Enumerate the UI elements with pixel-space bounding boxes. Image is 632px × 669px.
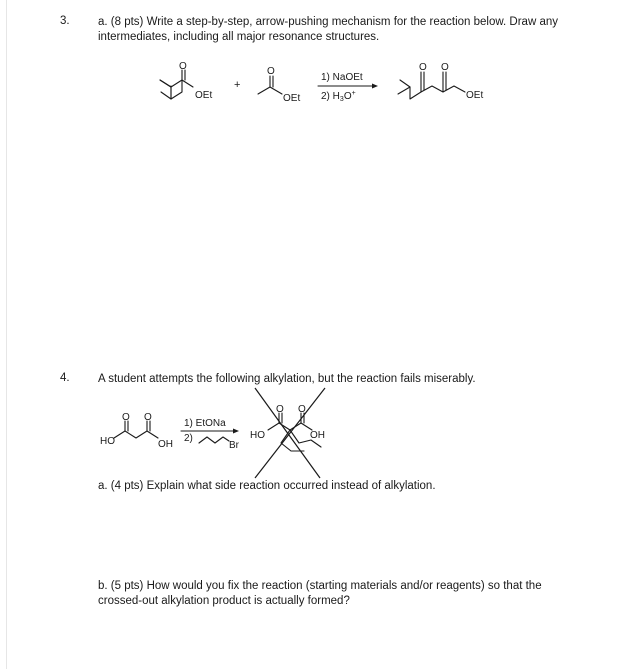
- question-4a-prompt: a. (4 pts) Explain what side reaction occurred instead of alkylation.: [98, 480, 436, 492]
- question-3-prompt: a. (8 pts) Write a step-by-step, arrow-pushing mechanism for the reaction below. Draw any intermediates, including all major resonance structures.: [98, 16, 558, 43]
- q3-reactant-1-structure: [160, 61, 212, 101]
- q4-sm-hydroxyl-right: OH: [158, 439, 173, 450]
- q4-prod-oxygen-left: O: [276, 404, 284, 415]
- q3-r2-carbonyl-oxygen: O: [267, 66, 275, 77]
- q4-ethyl-bromide-chain: [199, 437, 229, 443]
- question-3-number: 3.: [60, 15, 70, 27]
- q3-reactant-2-structure: [258, 66, 300, 104]
- question-4-intro: A student attempts the following alkylation, but the reaction fails miserably.: [98, 373, 476, 385]
- q3-reaction-arrow: [318, 84, 378, 89]
- q4-bromine-label: Br: [229, 440, 239, 451]
- q3-plus-sign: +: [234, 79, 241, 91]
- q4-reagent-step-2: 2): [184, 433, 193, 444]
- q3-product-ketone-oxygen: O: [419, 62, 427, 73]
- q4-attempted-product-structure: [250, 404, 325, 451]
- q4-prod-hydroxyl-right: OH: [310, 430, 325, 441]
- q4-sm-hydroxyl-left: HO: [100, 436, 115, 447]
- q3-product-ester-oxygen: O: [441, 62, 449, 73]
- q4-sm-oxygen-right: O: [144, 412, 152, 423]
- q4-prod-oxygen-right: O: [298, 404, 306, 415]
- q3-r2-ester-label: OEt: [283, 93, 301, 104]
- q3-reagent-step-1: 1) NaOEt: [321, 72, 363, 83]
- q3-r1-carbonyl-oxygen: O: [179, 61, 187, 72]
- q4-prod-hydroxyl-left: HO: [250, 430, 265, 441]
- q4-starting-material-structure: [100, 412, 173, 450]
- q4-sm-oxygen-left: O: [122, 412, 130, 423]
- q3-reagent-step-2: 2) $H_3O^+$: [321, 90, 356, 103]
- question-4-number: 4.: [60, 372, 70, 384]
- q4-reagent-step-1: 1) EtONa: [184, 418, 226, 429]
- q3-r1-ester-label: OEt: [195, 90, 213, 101]
- q3-product-ester-label: OEt: [466, 90, 484, 101]
- q3-product-structure: [398, 62, 483, 101]
- question-4b-prompt: b. (5 pts) How would you fix the reaction (starting materials and/or reagents) so that the crossed-out alkylation product is actually formed?: [98, 580, 542, 607]
